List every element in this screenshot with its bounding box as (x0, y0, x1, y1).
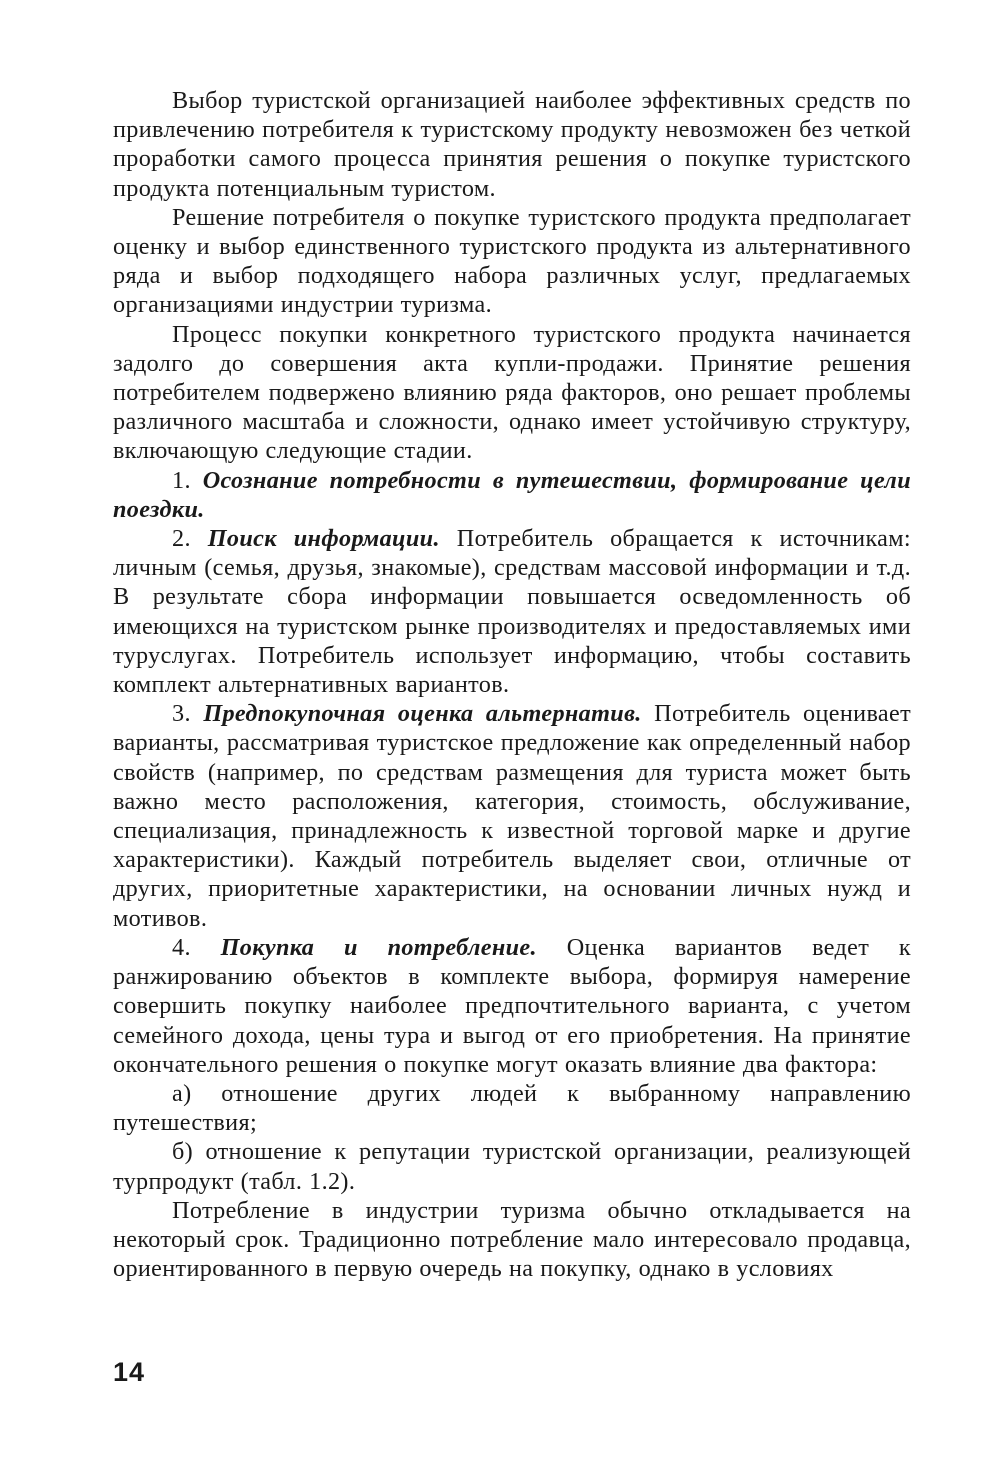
stage-heading: Поиск информации. (207, 525, 440, 553)
paragraph-text: б) отношение к репутации туристской организации, реализующей турпродукт (табл. 1.2). (113, 1138, 911, 1195)
stage-number: 2. (172, 525, 191, 553)
list-item (113, 1137, 911, 1195)
paragraph-text: Оценка вариантов ведет к ранжированию объектов в комплекте выбора, формируя намерение совершить покупку наиболее предпочтительного варианта, с учетом семейного дохода, цены тура и выгод от его приобретения. На принятие окончательного решения о покупке могут оказать влияние два фактора: (113, 933, 912, 1078)
stage-item (113, 933, 911, 1079)
paragraph (113, 203, 911, 320)
paragraph-text: а) отношение других людей к выбранному направлению путешествия; (113, 1079, 911, 1137)
stage-heading: Предпокупочная оценка альтернатив. (203, 700, 642, 728)
stage-heading: Покупка и потребление. (220, 933, 537, 961)
paragraph (113, 1196, 911, 1284)
paragraph-text: Процесс покупки конкретного туристского продукта начинается задолго до совершения акта купли-продажи. Принятие решения потребителем подвержено влиянию ряда факторов, оно решает проблемы различного масштаба и сложности, однако имеет устойчивую структуру, включающую следующие стадии. (113, 320, 911, 465)
paragraph (113, 320, 911, 466)
paragraph-text: Потребитель обращается к источникам: личным (семья, друзья, знакомые), средствам массовой информации и т.д. В результате сбора информации повышается осведомленность об имеющихся на туристском рынке производителях и предоставляемых ими туруслугах. Потребитель использует информацию, чтобы составить комплект альтернативных вариантов. (113, 525, 911, 699)
paragraph-text: Потребление в индустрии туризма обычно откладывается на некоторый срок. Традиционно потребление мало интересовало продавца, ориентированного в первую очередь на покупку, однако в условиях (113, 1196, 911, 1283)
stage-heading: Осознание потребности в путешествии, формирование цели поездки. (113, 466, 911, 523)
stage-item (113, 524, 911, 699)
list-item (113, 1079, 911, 1137)
page-body (113, 86, 911, 1283)
stage-number: 1. (172, 466, 191, 494)
paragraph-text: Решение потребителя о покупке туристского продукта предполагает оценку и выбор единственного туристского продукта из альтернативного ряда и выбор подходящего набора различных услуг, предлагаемых организациями индустрии туризма. (113, 203, 911, 319)
paragraph (113, 86, 911, 203)
paragraph-text: Выбор туристской организацией наиболее эффективных средств по привлечению потребителя к туристскому продукту невозможен без четкой проработки самого процесса принятия решения о покупке туристского продукта потенциальным туристом. (113, 87, 911, 202)
stage-number: 3. (172, 700, 191, 728)
stage-number: 4. (172, 933, 191, 961)
stage-item (113, 699, 911, 933)
paragraph-text: Потребитель оценивает варианты, рассматривая туристское предложение как определенный набор свойств (например, по средствам размещения для туриста может быть важно место расположения, категория, стоимость, обслуживание, специализация, принадлежность к известной торговой марке и другие характеристики). Каждый потребитель выделяет свои, отличные от других, приоритетные характеристики, на основании личных нужд и мотивов. (113, 700, 911, 932)
stage-item (113, 466, 911, 524)
page-number: 14 (113, 1357, 146, 1387)
